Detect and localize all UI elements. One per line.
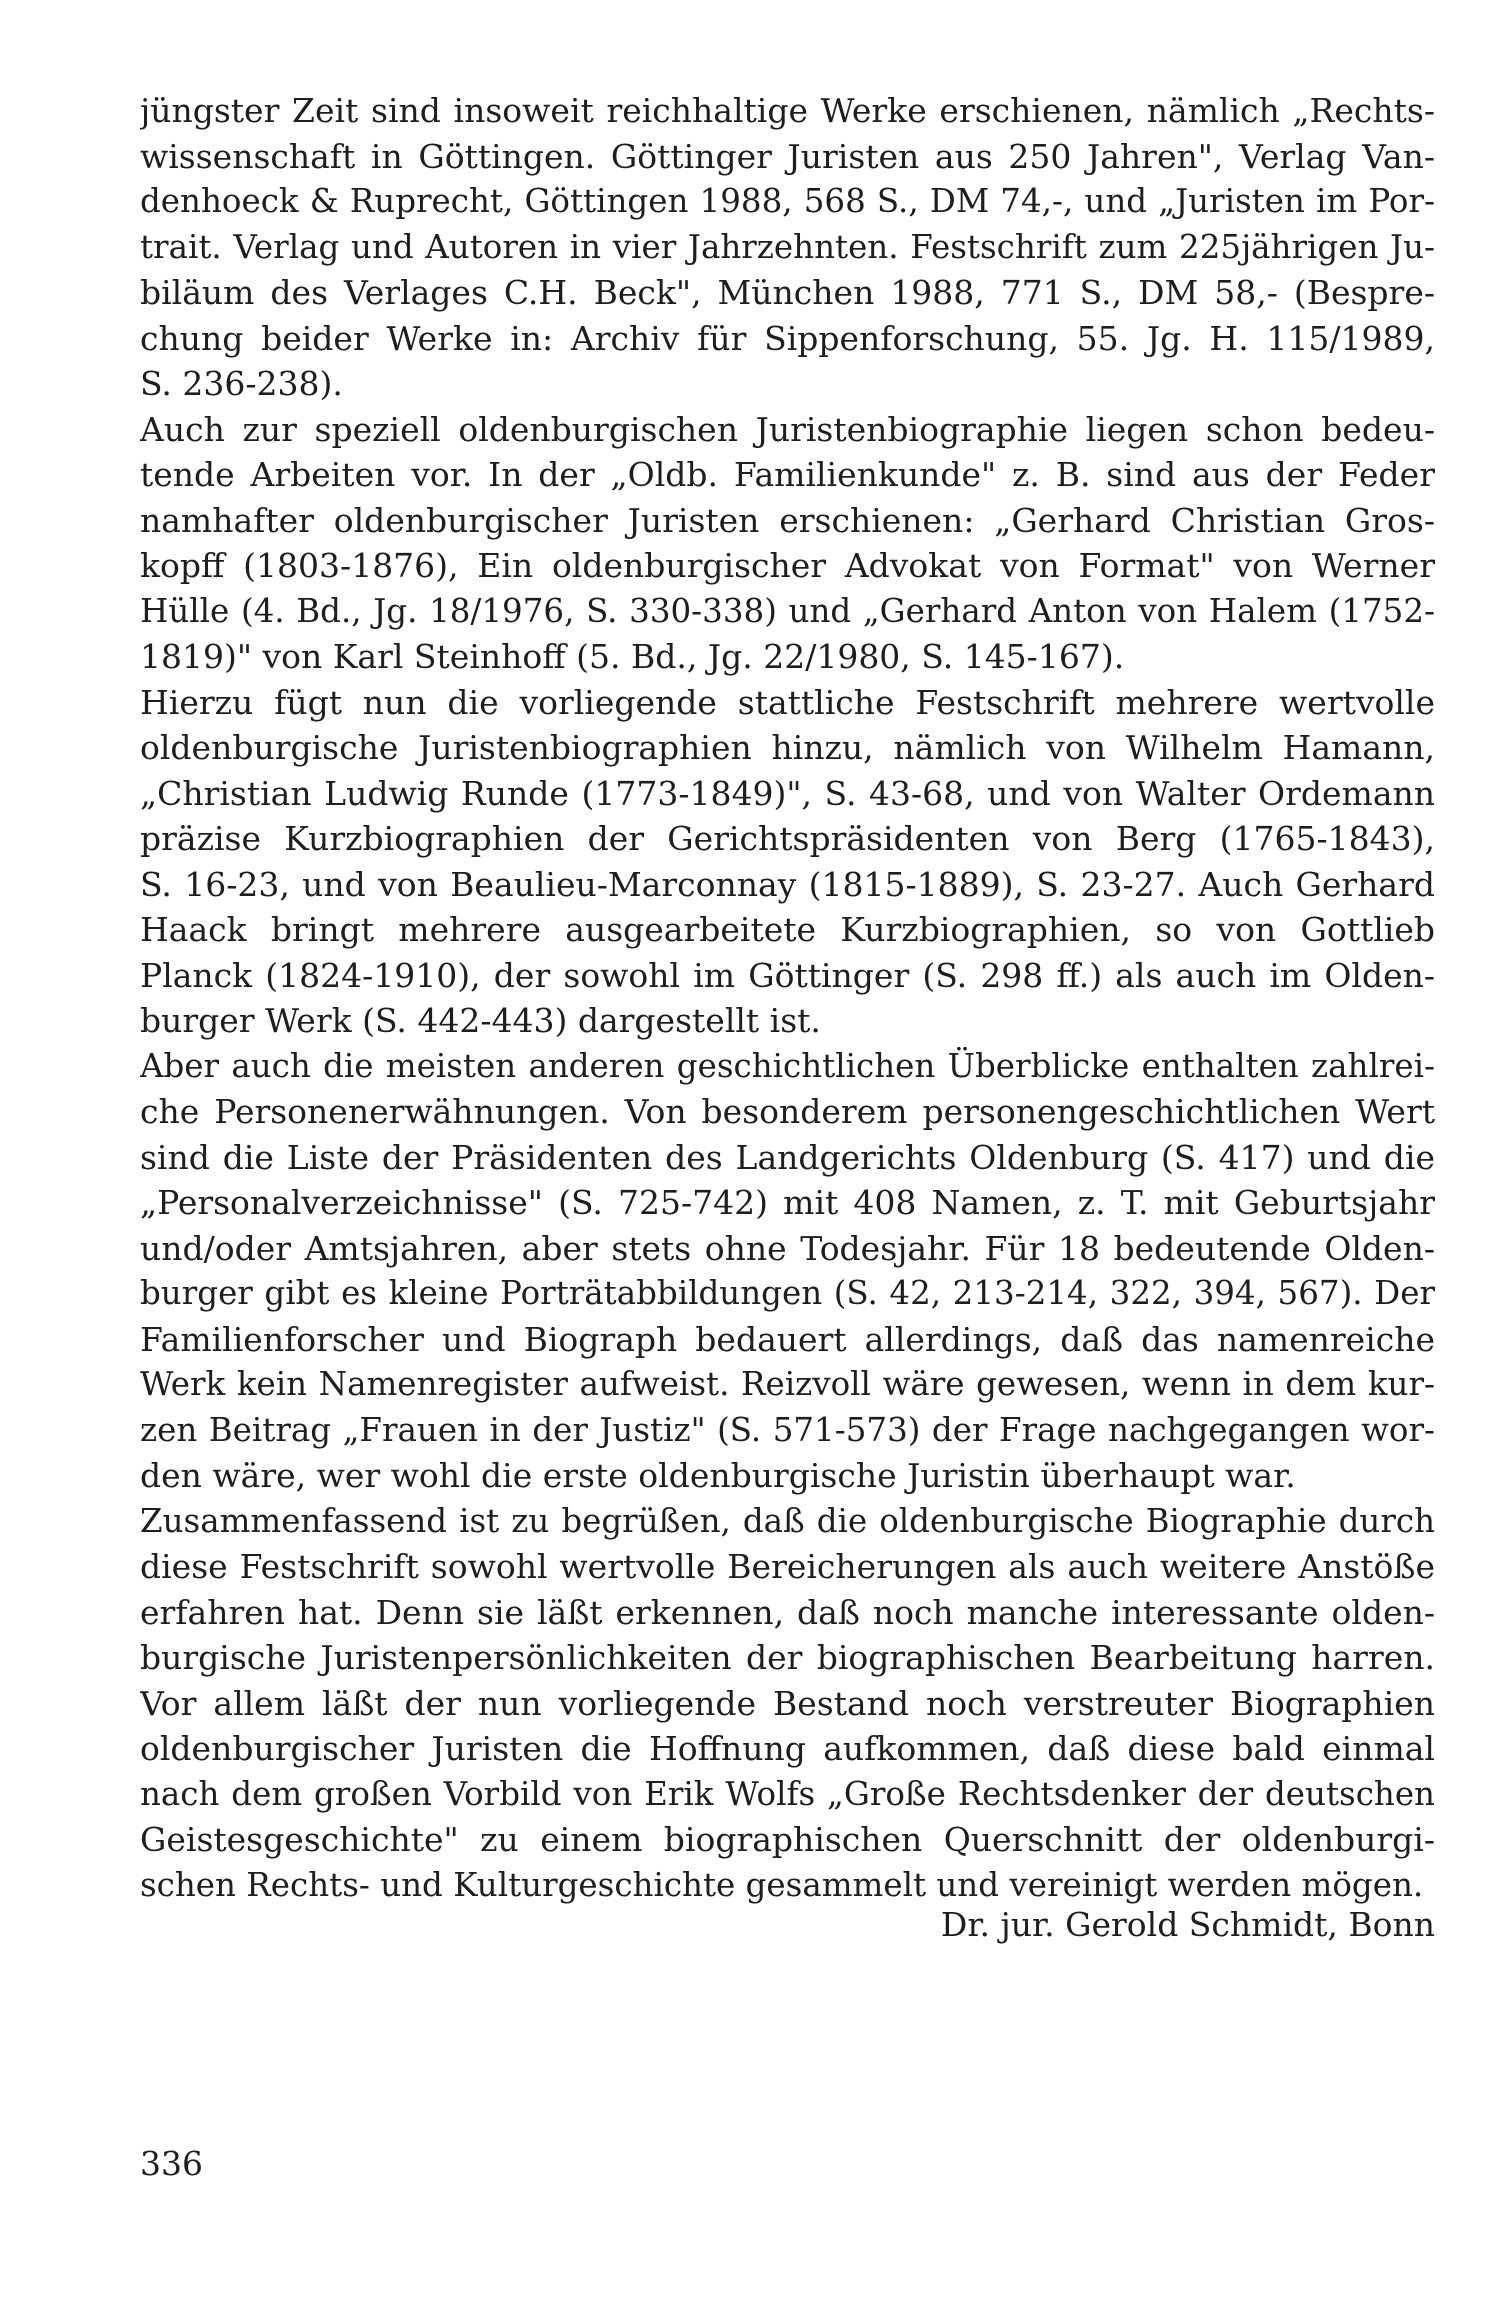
text-line: Geistesgeschichte" zu einem biographischen Querschnitt der oldenburgi- [140,1820,1435,1859]
text-line: Planck (1824-1910), der sowohl im Göttinger (S. 298 ff.) als auch im Olden- [140,955,1435,995]
text-line: che Personenerwähnungen. Von besonderem personengeschichtlichen Wert [140,1092,1435,1131]
text-line: diese Festschrift sowohl wertvolle Bereicherungen als auch weitere Anstöße [140,1547,1435,1586]
paragraph [140,407,1435,680]
text-line: oldenburgischer Juristen die Hoffnung aufkommen, daß diese bald einmal [140,1729,1435,1768]
text-line: sind die Liste der Präsidenten des Landgerichts Oldenburg (S. 417) und die [140,1137,1435,1177]
text-line: Vor allem läßt der nun vorliegende Bestand noch verstreuter Biographien [140,1683,1435,1723]
paragraph [140,680,1435,1044]
text-line: Auch zur speziell oldenburgischen Juristenbiographie liegen schon bedeu- [140,409,1435,449]
text-line: jüngster Zeit sind insoweit reichhaltige Werke erschienen, nämlich „Rechts- [140,91,1435,130]
text-line: biläum des Verlages C.H. Beck", München 1988, 771 S., DM 58,- (Bespre- [140,273,1435,312]
text-line: wissenschaft in Göttingen. Göttinger Juristen aus 250 Jahren", Verlag Van- [140,136,1435,176]
text-line: schen Rechts- und Kulturgeschichte gesammelt und vereinigt werden mögen. [140,1865,1424,1904]
text-line: Werk kein Namenregister aufweist. Reizvoll wäre gewesen, wenn in dem kur- [140,1365,1435,1403]
paragraph [140,1499,1435,1909]
body-text [140,88,1435,1908]
author-signature: Dr. jur. Gerold Schmidt, Bonn [940,1905,1435,1944]
text-line: Hierzu fügt nun die vorliegende stattliche Festschrift mehrere wertvolle [140,682,1435,722]
text-line: „Christian Ludwig Runde (1773-1849)", S. 43-68, und von Walter Ordemann [140,773,1435,813]
text-line: tende Arbeiten vor. In der „Oldb. Familienkunde" z. B. sind aus der Feder [140,455,1435,494]
text-line: Hülle (4. Bd., Jg. 18/1976, S. 330-338) und „Gerhard Anton von Halem (1752- [140,591,1435,630]
text-line: nach dem großen Vorbild von Erik Wolfs „Große Rechtsdenker der deutschen [140,1774,1435,1813]
text-line: burgische Juristenpersönlichkeiten der biographischen Bearbeitung harren. [140,1638,1435,1677]
text-line: „Personalverzeichnisse" (S. 725-742) mit 408 Namen, z. T. mit Geburtsjahr [140,1183,1435,1222]
text-line: Familienforscher und Biograph bedauert allerdings, daß das namenreiche [140,1319,1435,1359]
text-line: burger gibt es kleine Porträtabbildungen (S. 42, 213-214, 322, 394, 567). Der [140,1274,1435,1312]
text-line: Haack bringt mehrere ausgearbeitete Kurzbiographien, so von Gottlieb [140,910,1435,949]
text-line: chung beider Werke in: Archiv für Sippenforschung, 55. Jg. H. 115/1989, [140,318,1435,358]
text-line: oldenburgische Juristenbiographien hinzu, nämlich von Wilhelm Hamann, [140,728,1435,767]
text-line: 1819)" von Karl Steinhoff (5. Bd., Jg. 22/1980, S. 145-167). [140,637,1125,676]
text-line: den wäre, wer wohl die erste oldenburgische Juristin überhaupt war. [140,1456,1296,1495]
text-line: zen Beitrag „Frauen in der Justiz" (S. 571-573) der Frage nachgegangen wor- [140,1410,1435,1449]
text-line: präzise Kurzbiographien der Gerichtspräsidenten von Berg (1765-1843), [140,819,1435,858]
text-line: und/oder Amtsjahren, aber stets ohne Todesjahr. Für 18 bedeutende Olden- [140,1228,1435,1268]
text-line: denhoeck & Ruprecht, Göttingen 1988, 568 S., DM 74,-, und „Juristen im Por- [140,182,1435,220]
text-line: namhafter oldenburgischer Juristen erschienen: „Gerhard Christian Gros- [140,500,1435,540]
text-line: erfahren hat. Denn sie läßt erkennen, daß noch manche interessante olden- [140,1592,1435,1632]
text-line: Zusammenfassend ist zu begrüßen, daß die oldenburgische Biographie durch [140,1501,1435,1540]
paragraph [140,1044,1435,1499]
text-line: S. 16-23, und von Beaulieu-Marconnay (1815-1889), S. 23-27. Auch Gerhard [140,864,1435,904]
text-line: S. 236-238). [140,364,343,403]
page-number: 336 [140,2144,203,2183]
paragraph [140,88,1435,407]
text-line: Aber auch die meisten anderen geschichtlichen Überblicke enthalten zahlrei- [140,1046,1435,1085]
text-line: trait. Verlag und Autoren in vier Jahrzehnten. Festschrift zum 225jährigen Ju- [140,227,1435,266]
text-line: kopff (1803-1876), Ein oldenburgischer Advokat von Format" von Werner [140,546,1435,585]
text-line: burger Werk (S. 442-443) dargestellt ist. [140,1001,821,1040]
